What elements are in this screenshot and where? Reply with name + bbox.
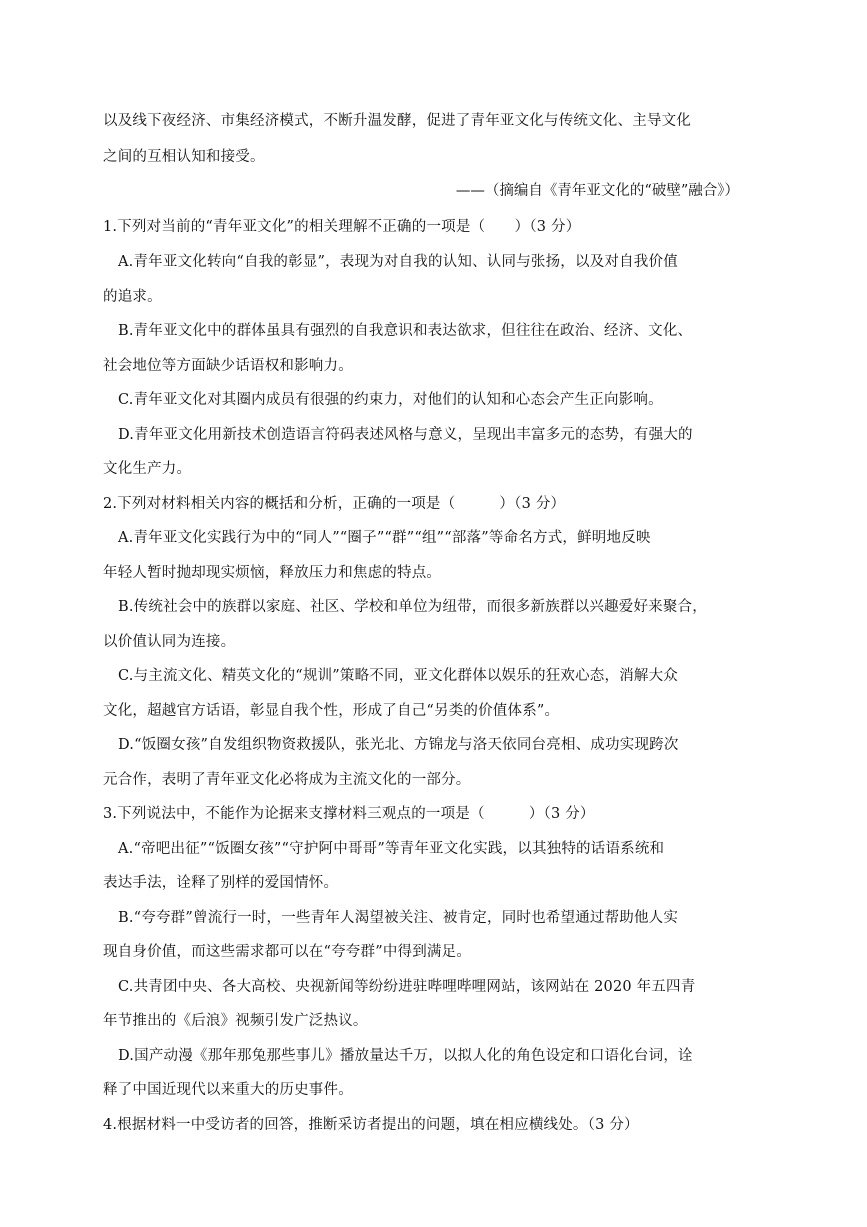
option-b-continued: 现自身价值，而这些需求都可以在“夸夸群”中得到满足。: [103, 944, 472, 960]
question-stem: 1.下列对当前的“青年亚文化”的相关理解不正确的一项是（ ）（3 分）: [103, 219, 581, 235]
option-d-continued: 释了中国近现代以来重大的历史事件。: [103, 1082, 353, 1098]
option-c: C.青年亚文化对其圈内成员有很强的约束力，对他们的认知和心态会产生正向影响。: [118, 392, 663, 408]
option-b-continued: 以价值认同为连接。: [103, 634, 236, 650]
passage-source: ——（摘编自《青年亚文化的“破壁”融合》）: [455, 183, 739, 199]
option-b-continued: 社会地位等方面缺少话语权和影响力。: [103, 358, 353, 374]
option-a: A.“帝吧出征”“饭圈女孩”“守护阿中哥哥”等青年亚文化实践，以其独特的话语系统和: [118, 841, 665, 857]
option-c: C.与主流文化、精英文化的“规训”策略不同，亚文化群体以娱乐的狂欢心态，消解大众: [118, 668, 679, 684]
option-a-continued: 年轻人暂时抛却现实烦恼，释放压力和焦虑的特点。: [103, 565, 442, 581]
option-c-continued: 文化，超越官方话语，彰显自我个性，形成了自己“另类的价值体系”。: [103, 703, 560, 719]
option-b: B.青年亚文化中的群体虽具有强烈的自我意识和表达欲求，但往往在政治、经济、文化、: [118, 323, 693, 339]
option-a: A.青年亚文化转向“自我的彰显”，表现为对自我的认知、认同与张扬，以及对自我价值: [118, 254, 678, 270]
option-a-continued: 表达手法，诠释了别样的爱国情怀。: [103, 875, 339, 891]
question-stem: 3.下列说法中，不能作为论据来支撑材料三观点的一项是（ ）（3 分）: [103, 806, 595, 822]
option-b: B.传统社会中的族群以家庭、社区、学校和单位为纽带，而很多新族群以兴趣爱好来聚合，: [118, 599, 707, 615]
option-b: B.“夸夸群”曾流行一时，一些青年人渴望被关注、被肯定，同时也希望通过帮助他人实: [118, 910, 679, 926]
question-stem: 4.根据材料一中受访者的回答，推断采访者提出的问题，填在相应横线处。（3 分）: [103, 1117, 639, 1133]
option-c-continued: 年节推出的《后浪》视频引发广泛热议。: [103, 1013, 368, 1029]
option-d: D.国产动漫《那年那兔那些事儿》播放量达千万，以拟人化的角色设定和口语化台词，诠: [118, 1048, 693, 1064]
passage-line: 之间的互相认知和接受。: [103, 149, 265, 165]
option-d: D.青年亚文化用新技术创造语言符码表述风格与意义，呈现出丰富多元的态势，有强大的: [118, 427, 693, 443]
option-d: D.“饭圈女孩”自发组织物资救援队，张光北、方锦龙与洛天依同台亮相、成功实现跨次: [118, 737, 679, 753]
option-d-continued: 元合作，表明了青年亚文化必将成为主流文化的一部分。: [103, 772, 471, 788]
option-d-continued: 文化生产力。: [103, 461, 192, 477]
option-c: C.共青团中央、各大高校、央视新闻等纷纷进驻哔哩哔哩网站，该网站在 2020 年五四青: [118, 979, 696, 995]
passage-line: 以及线下夜经济、市集经济模式，不断升温发酵，促进了青年亚文化与传统文化、主导文化: [103, 113, 691, 129]
option-a: A.青年亚文化实践行为中的“同人”“圈子”“群”“组”“部落”等命名方式，鲜明地反映: [118, 530, 651, 546]
option-a-continued: 的追求。: [103, 289, 162, 305]
question-stem: 2.下列对材料相关内容的概括和分析，正确的一项是（ ）（3 分）: [103, 496, 566, 512]
